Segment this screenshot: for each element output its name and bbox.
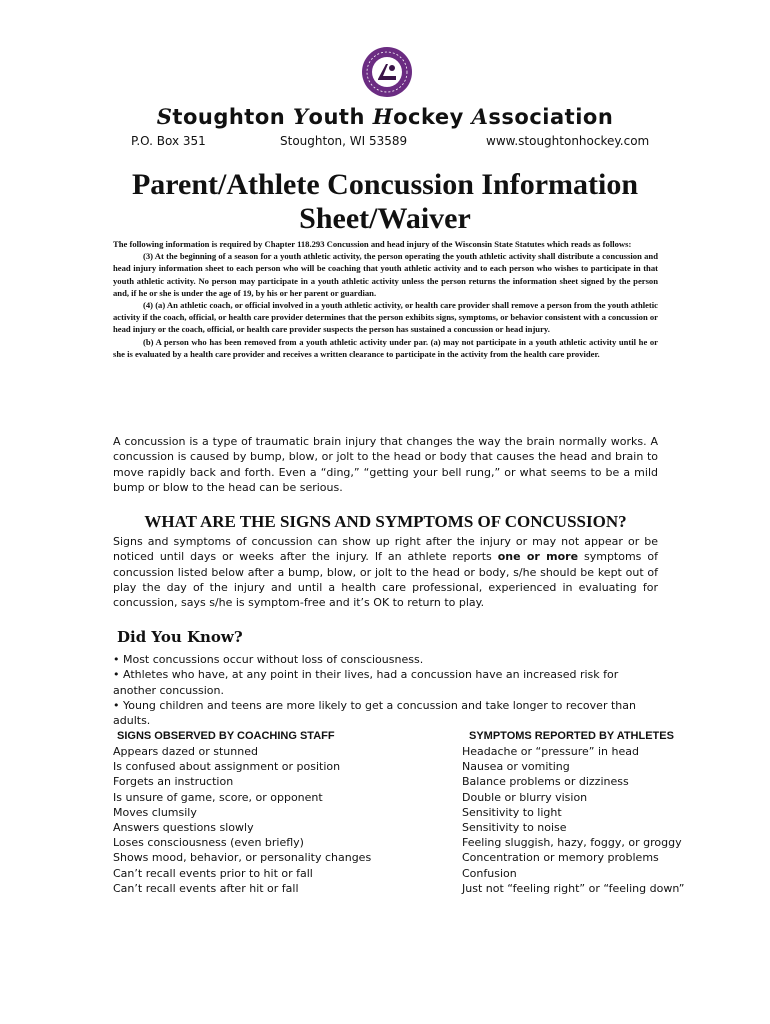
list-item: Can’t recall events prior to hit or fall bbox=[113, 866, 313, 880]
signs-observed-heading: SIGNS OBSERVED BY COACHING STAFF bbox=[117, 730, 335, 742]
concussion-definition-paragraph: A concussion is a type of traumatic brain injury that changes the way the brain normally works. A concussion is caused by bump, blow, or jolt to the head or body that causes the head and brain to move rapidly back and forth. Even a “ding,” “getting your bell rung,” or what seems to be a mild bump or blow to the head can be serious. bbox=[113, 435, 658, 494]
list-item: • Athletes who have, at any point in their lives, had a concussion have an increased risk for another concussion. bbox=[113, 668, 619, 697]
list-item: Confusion bbox=[462, 866, 517, 880]
signs-symptoms-heading: WHAT ARE THE SIGNS AND SYMPTOMS OF CONCUSSION? bbox=[144, 512, 627, 531]
org-title-word: Hockey bbox=[372, 104, 472, 129]
symptoms-reported-heading: SYMPTOMS REPORTED BY ATHLETES bbox=[469, 730, 674, 742]
website-link[interactable]: www.stoughtonhockey.com bbox=[486, 134, 650, 148]
statute-paragraph-3: (3) At the beginning of a season for a youth athletic activity, the person operating the youth athletic activity shall distribute a concussion and head injury information sheet to each person who will be coaching that youth athletic activity and to each person who wishes to participate in that youth athletic activity. No person may participate in a youth athletic activity unless the person returns the information sheet signed by the person and, if he or she is under the age of 19, by his or her parent or guardian. bbox=[113, 251, 658, 298]
statute-paragraph-4a: (4) (a) An athletic coach, or official involved in a youth athletic activity, or health care provider shall remove a person from the youth athletic activity if the coach, official, or health care provider determines that the person exhibits signs, symptoms, or behavior consistent with a concussion or head injury or the coach, official, or health care provider suspects the person has sustained a concussion or head injury. bbox=[113, 300, 658, 335]
emphasis-one-or-more: one or more bbox=[497, 550, 579, 564]
list-item: Sensitivity to noise bbox=[462, 821, 567, 835]
list-item: Can’t recall events after hit or fall bbox=[113, 881, 299, 895]
list-item: Appears dazed or stunned bbox=[113, 745, 258, 758]
list-item: Is confused about assignment or position bbox=[113, 760, 341, 774]
statute-intro: The following information is required by Chapter 118.293 Concussion and head injury of the Wisconsin State Statutes which reads as follows: bbox=[113, 239, 632, 249]
list-item: Just not “feeling right” or “feeling down” bbox=[462, 881, 685, 895]
list-item: Is unsure of game, score, or opponent bbox=[113, 790, 323, 804]
org-title-word: Youth bbox=[293, 104, 373, 129]
hockey-association-logo-icon bbox=[361, 46, 413, 98]
document-title: Parent/Athlete Concussion Information Sheet/Waiver bbox=[131, 168, 639, 235]
po-box-address: P.O. Box 351 bbox=[131, 134, 206, 148]
list-item: Forgets an instruction bbox=[113, 775, 234, 789]
list-item: Sensitivity to light bbox=[462, 805, 562, 819]
signs-symptoms-paragraph: Signs and symptoms of concussion can show up right after the injury or may not appear or be noticed until days or weeks after the injury. If an athlete reports one or more symptoms of concussion listed below after a bump, blow, or jolt to the head or body, s/he should be kept out of play the day of the injury and until a health care professional, experienced in evaluating for concussion, says s/he is symptom-free and it’s OK to return to play. bbox=[113, 535, 658, 610]
org-title-word: Association bbox=[471, 104, 614, 129]
list-item: • Young children and teens are more likely to get a concussion and take longer to recover than adults. bbox=[113, 698, 636, 728]
list-item: Headache or “pressure” in head bbox=[462, 745, 639, 758]
list-item: Answers questions slowly bbox=[113, 821, 254, 835]
organization-title bbox=[0, 104, 770, 129]
list-item: Shows mood, behavior, or personality changes bbox=[113, 851, 372, 865]
did-you-know-heading: Did You Know? bbox=[117, 628, 243, 646]
statute-excerpt bbox=[113, 238, 658, 360]
list-item: Feeling sluggish, hazy, foggy, or groggy bbox=[462, 836, 682, 850]
list-item: Loses consciousness (even briefly) bbox=[113, 836, 304, 850]
list-item: Nausea or vomiting bbox=[462, 760, 570, 774]
did-you-know-list bbox=[113, 652, 658, 728]
statute-paragraph-4b: (b) A person who has been removed from a youth athletic activity under par. (a) may not participate in a youth athletic activity until he or she is evaluated by a health care provider and receives a written clearance to participate in the activity from the health care provider. bbox=[113, 336, 658, 359]
org-title-word: Stoughton bbox=[156, 104, 294, 129]
list-item: Concentration or memory problems bbox=[462, 851, 659, 865]
symptoms-reported-list bbox=[462, 744, 684, 896]
list-item: Moves clumsily bbox=[113, 805, 197, 819]
list-item: • Most concussions occur without loss of consciousness. bbox=[113, 653, 424, 666]
list-item: Double or blurry vision bbox=[462, 790, 588, 804]
list-item: Balance problems or dizziness bbox=[462, 775, 629, 789]
city-state-zip: Stoughton, WI 53589 bbox=[280, 134, 408, 148]
signs-observed-list bbox=[113, 744, 371, 896]
